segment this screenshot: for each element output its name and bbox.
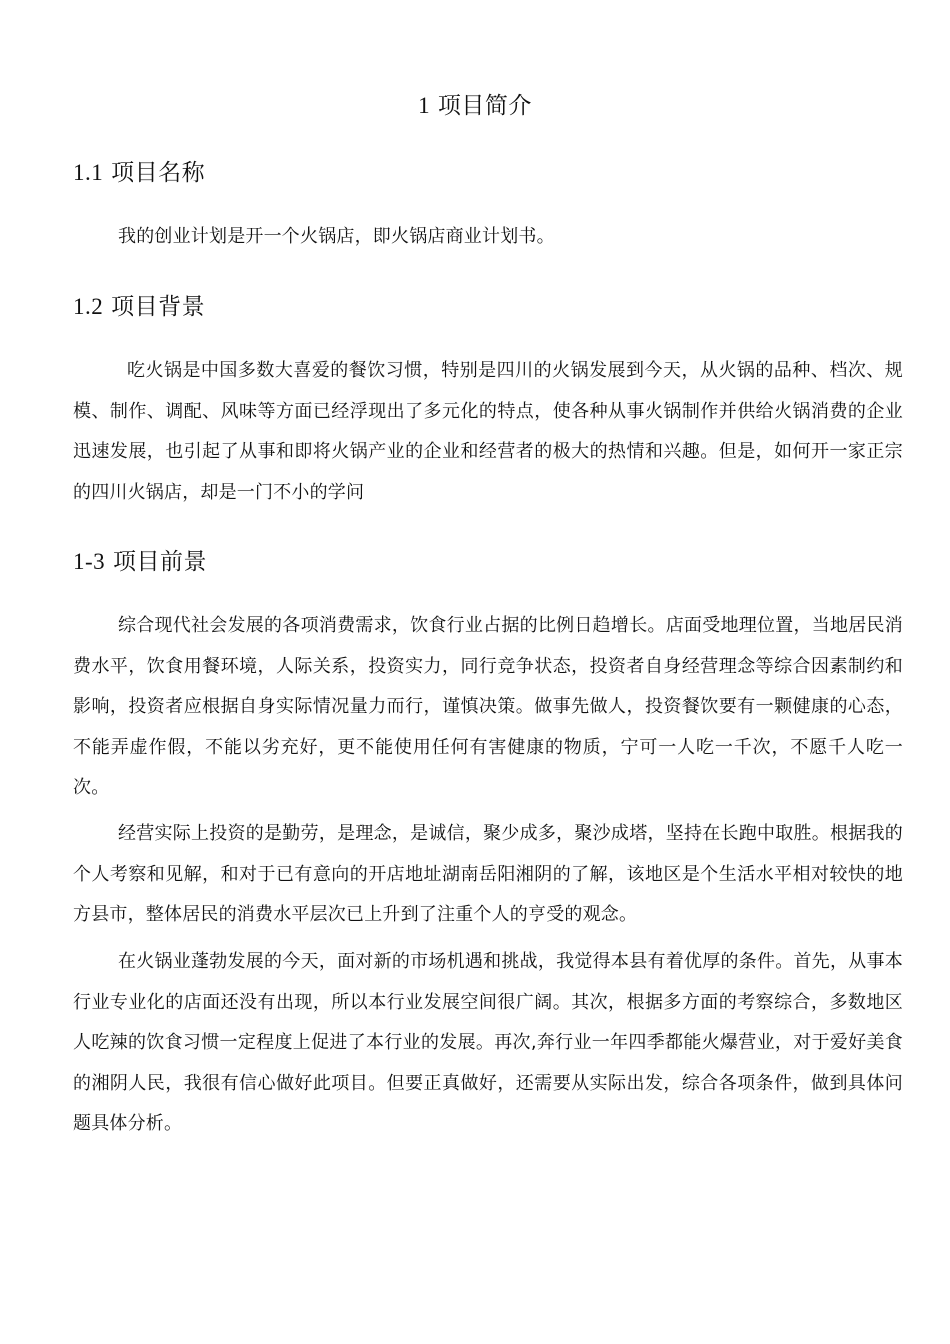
section-title-1-3 [73, 544, 207, 580]
section-title-text: 项目前景 [112, 549, 207, 575]
paragraph-project-prospect-3: 在火锅业蓬勃发展的今天，面对新的市场机遇和挑战，我觉得本县有着优厚的条件。首先，从事本行业专业化的店面还没有出现，所以本行业发展空间很广阔。其次，根据多方面的考察综合，多数地区人吃辣的饮食习惯一定程度上促进了本行业的发展。再次,奔行业一年四季都能火爆营业，对于爱好美食的湘阴人民，我很有信心做好此项目。但要正真做好，还需要从实际出发，综合各项条件，做到具体问题具体分析。 [73, 951, 903, 1134]
paragraph-project-prospect-1: 综合现代社会发展的各项消费需求，饮食行业占据的比例日趋增长。店面受地理位置，当地居民消费水平，饮食用餐环境，人际关系，投资实力，同行竞争状态，投资者自身经营理念等综合因素制约和影响，投资者应根据自身实际情况量力而行，谨慎决策。做事先做人，投资餐饮要有一颗健康的心态，不能弄虚作假，不能以劣充好，更不能使用任何有害健康的物质，宁可一人吃一千次，不愿千人吃一次。 [73, 615, 903, 798]
paragraph-project-background: 吃火锅是中国多数大喜爱的餐饮习惯，特别是四川的火锅发展到今天，从火锅的品种、档次、规模、制作、调配、风味等方面已经浮现出了多元化的特点，使各种从事火锅制作并供给火锅消费的企业迅速发展，也引起了从事和即将火锅产业的企业和经营者的极大的热情和兴趣。但是，如何开一家正宗的四川火锅店，却是一门不小的学问 [73, 360, 903, 503]
section-title-1-1 [73, 155, 205, 191]
chapter-number: 1 [418, 93, 431, 118]
section-number: 1-3 [73, 549, 106, 574]
chapter-title-text: 项目简介 [437, 93, 532, 119]
section-number: 1.1 [73, 160, 104, 185]
section-title-text: 项目背景 [111, 294, 206, 320]
paragraph-project-prospect-2: 经营实际上投资的是勤劳，是理念，是诚信，聚少成多，聚沙成塔，坚持在长跑中取胜。根据我的个人考察和见解，和对于已有意向的开店地址湖南岳阳湘阴的了解，该地区是个生活水平相对较快的地方县市，整体居民的消费水平层次已上升到了注重个人的亨受的观念。 [73, 823, 903, 925]
paragraph-project-name: 我的创业计划是开一个火锅店，即火锅店商业计划书。 [118, 226, 555, 247]
chapter-title [0, 88, 950, 124]
section-title-1-2 [73, 289, 205, 325]
section-title-text: 项目名称 [111, 160, 206, 186]
section-number: 1.2 [73, 294, 104, 319]
